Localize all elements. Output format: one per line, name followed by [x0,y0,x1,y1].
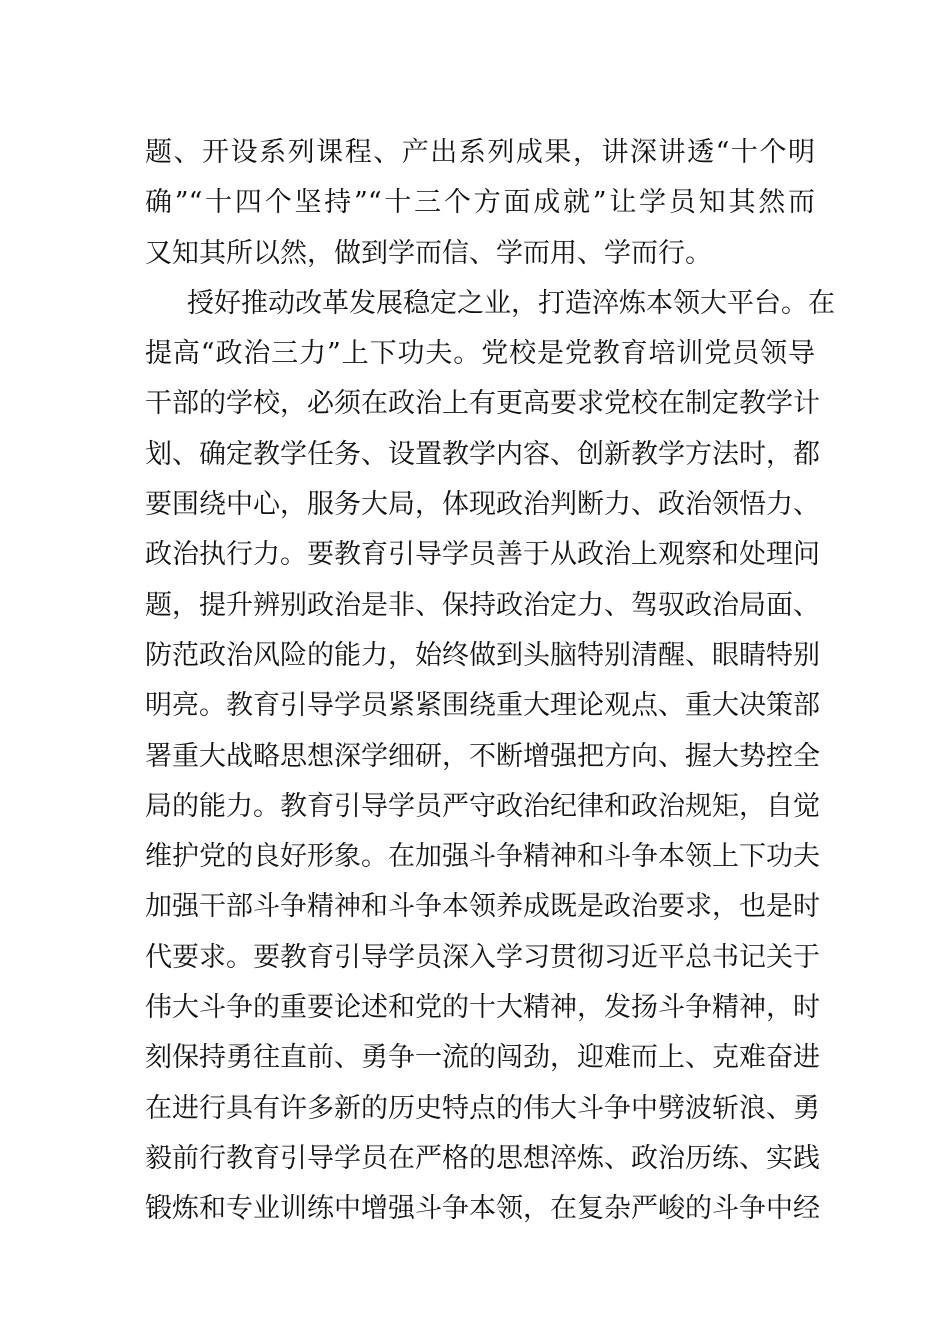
text-line: 在进行具有许多新的历史特点的伟大斗争中劈波斩浪、勇 [145,1092,820,1124]
text-line: 局的能力。教育引导学员严守政治纪律和政治规矩，自觉 [145,790,820,822]
text-line: 干部的学校，必须在政治上有更高要求党校在制定教学计 [145,388,820,420]
text-line: 防范政治风险的能力，始终做到头脑特别清醒、眼睛特别 [145,639,820,671]
paragraph-first-line: 授好推动改革发展稳定之业，打造淬炼本领大平台。在 [187,287,835,319]
text-line: 毅前行教育引导学员在严格的思想淬炼、政治历练、实践 [145,1142,820,1174]
text-line: 锻炼和专业训练中增强斗争本领，在复杂严峻的斗争中经 [145,1193,820,1225]
body-text [145,131,835,1238]
text-line: 明亮。教育引导学员紧紧围绕重大理论观点、重大决策部 [145,690,820,722]
text-line: 又知其所以然，做到学而信、学而用、学而行。 [145,237,712,269]
text-line: 伟大斗争的重要论述和党的十大精神，发扬斗争精神，时 [145,992,820,1024]
text-line: 题、开设系列课程、产出系列成果，讲深讲透“十个明 [145,137,815,168]
text-line: 提高“政治三力”上下功夫。党校是党教育培训党员领导 [145,338,815,370]
text-line: 政治执行力。要教育引导学员善于从政治上观察和处理问 [145,539,820,571]
text-line: 署重大战略思想深学细研，不断增强把方向、握大势控全 [145,740,820,772]
text-line: 加强干部斗争精神和斗争本领养成既是政治要求，也是时 [145,891,820,923]
text-line: 代要求。要教育引导学员深入学习贯彻习近平总书记关于 [145,941,820,973]
text-line: 确”“十四个坚持”“十三个方面成就”让学员知其然而 [145,187,815,219]
text-line: 要围绕中心，服务大局，体现政治判断力、政治领悟力、 [145,489,820,521]
text-line: 题，提升辨别政治是非、保持政治定力、驾驭政治局面、 [145,589,820,621]
text-line: 维护党的良好形象。在加强斗争精神和斗争本领上下功夫 [145,841,820,873]
text-line: 刻保持勇往直前、勇争一流的闯劲，迎难而上、克难奋进 [145,1042,820,1074]
text-line: 划、确定教学任务、设置教学内容、创新教学方法时，都 [145,438,820,470]
